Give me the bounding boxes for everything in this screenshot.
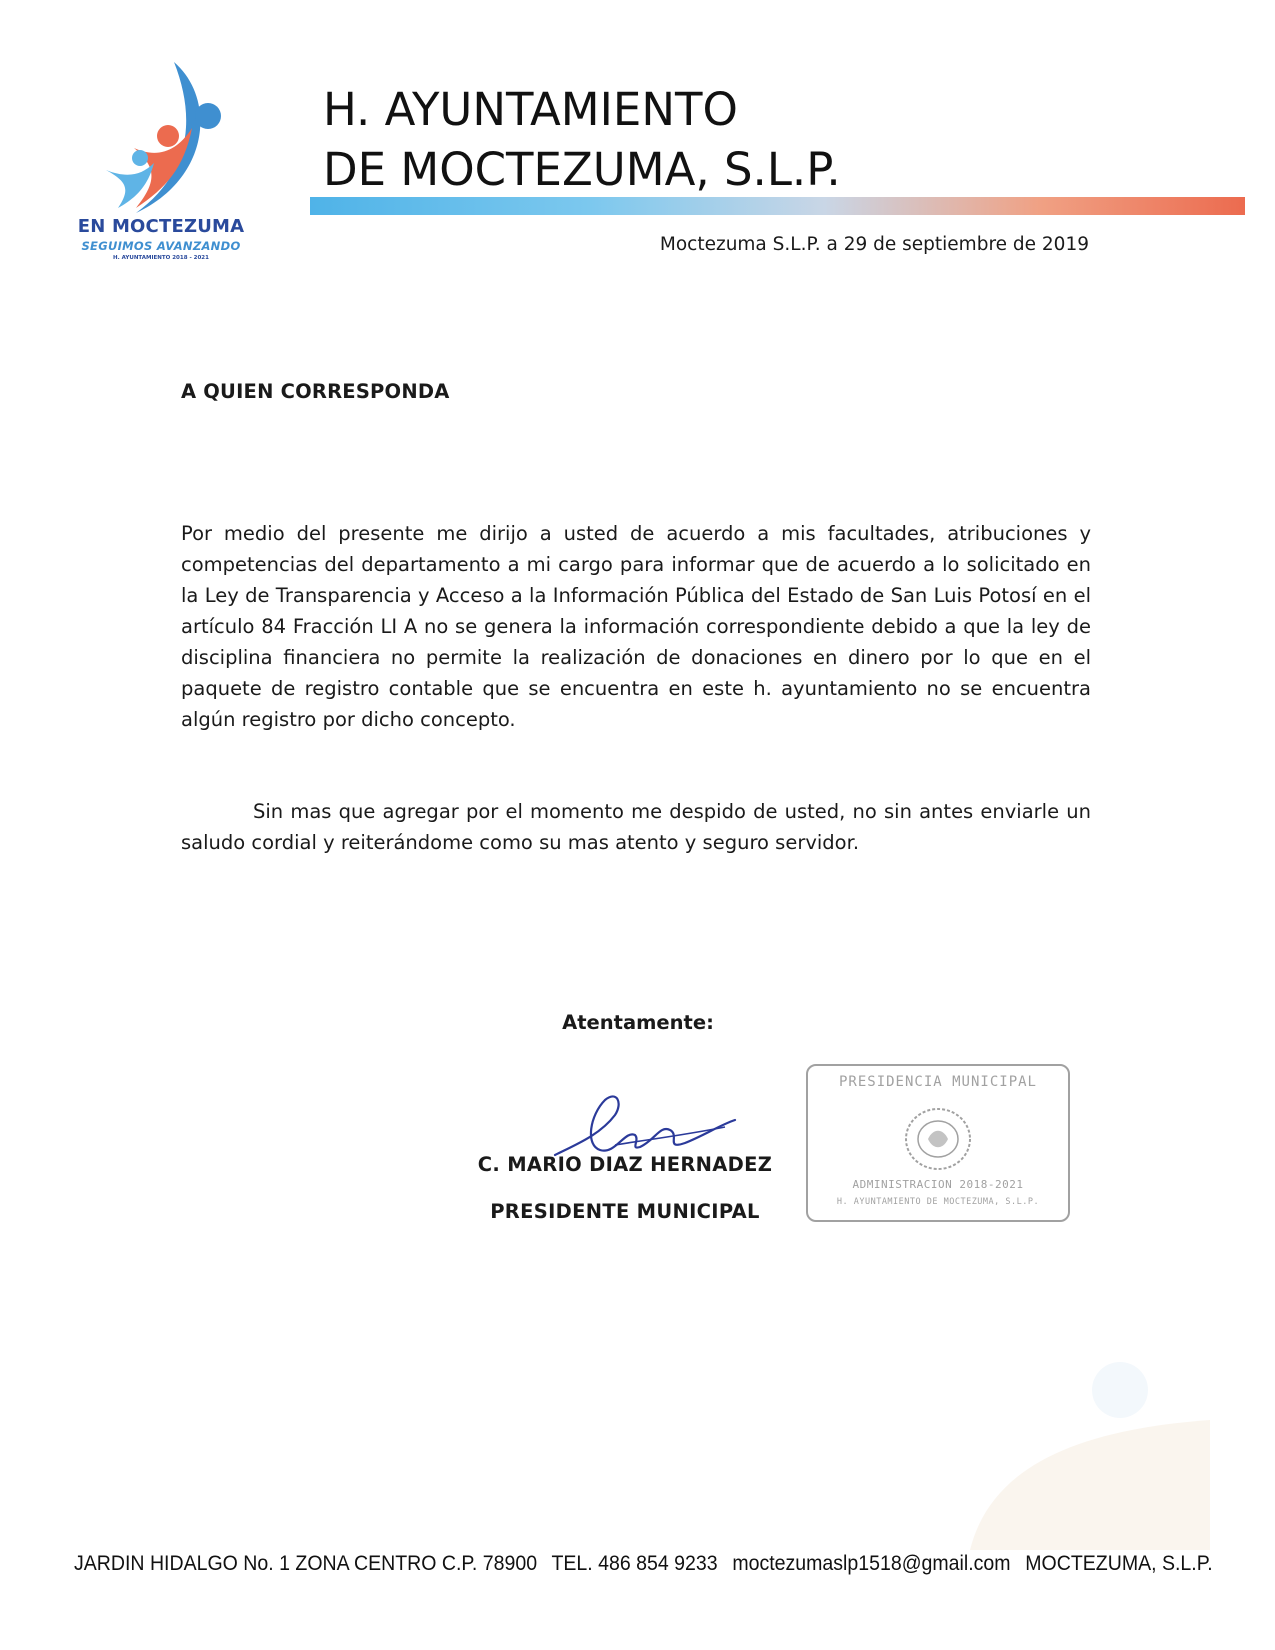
organization-title-line2: DE MOCTEZUMA, S.L.P. [323, 143, 841, 196]
signer-title: PRESIDENTE MUNICIPAL [490, 1200, 760, 1223]
official-stamp [806, 1064, 1070, 1222]
organization-title-line1: H. AYUNTAMIENTO [323, 83, 738, 136]
logo-text-term: H. AYUNTAMIENTO 2018 - 2021 [113, 255, 209, 261]
stamp-text-bottom: H. AYUNTAMIENTO DE MOCTEZUMA, S.L.P. [836, 1197, 1040, 1207]
people-emblem-icon [96, 58, 231, 218]
organization-title [323, 80, 841, 200]
background-watermark-icon [790, 1330, 1210, 1550]
footer-city: MOCTEZUMA, S.L.P. [1025, 1552, 1213, 1575]
body-paragraph: Por medio del presente me dirijo a usted de acuerdo a mis facultades, atribuciones y competencias del departamento a mi cargo para informar que de acuerdo a lo solicitado en la Ley de Transparencia y Acceso a la Información Pública del Estado de San Luis Potosí en el artículo 84 Fracción LI A no se genera la información correspondiente debido a que la ley de disciplina financiera no permite la realización de donaciones en dinero por lo que en el paquete de registro contable que se encuentra en este h. ayuntamiento no se encuentra algún registro por dicho concepto. [181, 522, 1091, 731]
stamp-text-top: PRESIDENCIA MUNICIPAL [838, 1074, 1037, 1090]
footer-address: JARDIN HIDALGO No. 1 ZONA CENTRO C.P. 78900 [74, 1552, 538, 1575]
coat-of-arms-seal-icon [903, 1106, 973, 1172]
stamp-text-middle: ADMINISTRACION 2018-2021 [852, 1178, 1024, 1191]
letter-date: Moctezuma S.L.P. a 29 de septiembre de 2019 [659, 234, 1089, 255]
footer-phone: TEL. 486 854 9233 [551, 1552, 718, 1575]
header-gradient-bar [310, 197, 1245, 215]
salutation: A QUIEN CORRESPONDA [181, 380, 450, 403]
closing-salutation: Atentamente: [562, 1011, 714, 1034]
signer-name: C. MARIO DIAZ HERNADEZ [477, 1153, 773, 1176]
municipal-logo [66, 58, 256, 268]
footer-contact [74, 1552, 1222, 1576]
closing-paragraph: Sin mas que agregar por el momento me despido de usted, no sin antes enviarle un saludo cordial y reiterándome como su mas atento y seguro servidor. [181, 800, 1091, 854]
footer-email: moctezumaslp1518@gmail.com [732, 1552, 1011, 1575]
logo-text-slogan: SEGUIMOS AVANZANDO [81, 239, 241, 253]
logo-text-primary: EN MOCTEZUMA [77, 216, 245, 237]
